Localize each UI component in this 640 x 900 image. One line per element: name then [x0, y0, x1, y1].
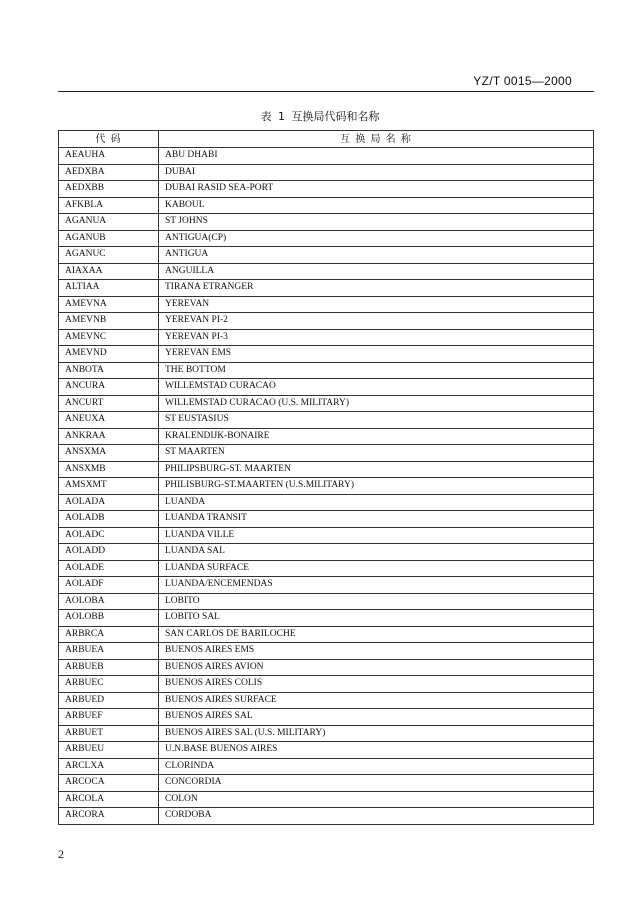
table-row: [59, 659, 594, 676]
exchange-name-cell: THE BOTTOM: [159, 362, 594, 379]
exchange-name-cell: BUENOS AIRES SAL: [159, 709, 594, 726]
table-row: [59, 791, 594, 808]
exchange-name-cell: COLON: [159, 791, 594, 808]
exchange-name-cell: U.N.BASE BUENOS AIRES: [159, 742, 594, 759]
table-row: [59, 626, 594, 643]
table-row: [59, 329, 594, 346]
exchange-name-cell: YEREVAN EMS: [159, 346, 594, 363]
exchange-code-cell: ARCLXA: [59, 758, 159, 775]
exchange-code-cell: ARBUET: [59, 725, 159, 742]
exchange-code-cell: AOLADA: [59, 494, 159, 511]
exchange-code-cell: ALTIAA: [59, 280, 159, 297]
table-row: [59, 230, 594, 247]
exchange-name-cell: PHILISBURG-ST.MAARTEN (U.S.MILITARY): [159, 478, 594, 495]
table-row: [59, 478, 594, 495]
exchange-name-cell: LUANDA: [159, 494, 594, 511]
exchange-name-cell: ABU DHABI: [159, 148, 594, 165]
exchange-code-cell: AIAXAA: [59, 263, 159, 280]
exchange-code-cell: ANEUXA: [59, 412, 159, 429]
exchange-name-cell: ST MAARTEN: [159, 445, 594, 462]
exchange-code-cell: ARBUEF: [59, 709, 159, 726]
exchange-name-cell: CORDOBA: [159, 808, 594, 825]
table-caption: 表 1 互换局代码和名称: [260, 110, 380, 123]
table-row: [59, 445, 594, 462]
table-row: [59, 181, 594, 198]
exchange-code-cell: ANCURT: [59, 395, 159, 412]
exchange-name-cell: DUBAI RASID SEA-PORT: [159, 181, 594, 198]
exchange-name-cell: LOBITO SAL: [159, 610, 594, 627]
table-row: [59, 709, 594, 726]
header-rule: [58, 91, 594, 92]
exchange-code-cell: AOLADB: [59, 511, 159, 528]
table-row: [59, 148, 594, 165]
table-row: [59, 808, 594, 825]
exchange-code-cell: AMEVNA: [59, 296, 159, 313]
exchange-code-cell: ARCOCA: [59, 775, 159, 792]
table-row: [59, 692, 594, 709]
exchange-code-cell: AEDXBB: [59, 181, 159, 198]
table-row: [59, 362, 594, 379]
exchange-code-cell: AGANUC: [59, 247, 159, 264]
table-row: [59, 577, 594, 594]
exchange-code-cell: ARBUEC: [59, 676, 159, 693]
table-row: [59, 296, 594, 313]
exchange-name-cell: ANTIGUA(CP): [159, 230, 594, 247]
exchange-code-cell: ANBOTA: [59, 362, 159, 379]
exchange-code-cell: ANSXMA: [59, 445, 159, 462]
exchange-code-cell: ANCURA: [59, 379, 159, 396]
exchange-code-cell: AOLADE: [59, 560, 159, 577]
exchange-code-cell: ANSXMB: [59, 461, 159, 478]
exchange-code-cell: ARCORA: [59, 808, 159, 825]
table-row: [59, 395, 594, 412]
table-body: [59, 148, 594, 825]
exchange-name-cell: WILLEMSTAD CURACAO: [159, 379, 594, 396]
exchange-name-cell: ANGUILLA: [159, 263, 594, 280]
table-row: [59, 610, 594, 627]
exchange-office-table: [58, 130, 594, 825]
table-row: [59, 346, 594, 363]
exchange-code-cell: AMEVNB: [59, 313, 159, 330]
table-row: [59, 593, 594, 610]
exchange-code-cell: AOLADC: [59, 527, 159, 544]
column-header-name: 互 换 局 名 称: [159, 131, 594, 148]
exchange-name-cell: TIRANA ETRANGER: [159, 280, 594, 297]
exchange-code-cell: AMEVNC: [59, 329, 159, 346]
exchange-code-cell: ARBUED: [59, 692, 159, 709]
exchange-code-cell: AEAUHA: [59, 148, 159, 165]
exchange-code-cell: AFKBLA: [59, 197, 159, 214]
exchange-code-cell: ARBRCA: [59, 626, 159, 643]
table-row: [59, 560, 594, 577]
exchange-code-cell: AOLADD: [59, 544, 159, 561]
table-row: [59, 742, 594, 759]
exchange-name-cell: BUENOS AIRES AVION: [159, 659, 594, 676]
exchange-code-cell: ARBUEA: [59, 643, 159, 660]
exchange-name-cell: ANTIGUA: [159, 247, 594, 264]
exchange-name-cell: LUANDA SAL: [159, 544, 594, 561]
exchange-name-cell: CONCORDIA: [159, 775, 594, 792]
exchange-code-cell: AMEVND: [59, 346, 159, 363]
table-row: [59, 676, 594, 693]
exchange-code-cell: AGANUA: [59, 214, 159, 231]
page-number: 2: [58, 847, 64, 861]
exchange-name-cell: KRALENDIJK-BONAIRE: [159, 428, 594, 445]
exchange-code-cell: ANKRAA: [59, 428, 159, 445]
table-row: [59, 280, 594, 297]
table-row: [59, 313, 594, 330]
exchange-code-cell: ARCOLA: [59, 791, 159, 808]
document-standard-code: YZ/T 0015—2000: [473, 74, 572, 88]
table-row: [59, 197, 594, 214]
exchange-name-cell: LOBITO: [159, 593, 594, 610]
exchange-code-cell: AGANUB: [59, 230, 159, 247]
table-header-row: [59, 131, 594, 148]
table-row: [59, 214, 594, 231]
exchange-name-cell: BUENOS AIRES SAL (U.S. MILITARY): [159, 725, 594, 742]
exchange-name-cell: KABOUL: [159, 197, 594, 214]
table-row: [59, 263, 594, 280]
exchange-name-cell: SAN CARLOS DE BARILOCHE: [159, 626, 594, 643]
exchange-name-cell: CLORINDA: [159, 758, 594, 775]
exchange-code-cell: AOLOBA: [59, 593, 159, 610]
exchange-name-cell: ST JOHNS: [159, 214, 594, 231]
table-row: [59, 412, 594, 429]
table-row: [59, 461, 594, 478]
table-row: [59, 511, 594, 528]
exchange-name-cell: LUANDA SURFACE: [159, 560, 594, 577]
exchange-name-cell: PHILIPSBURG-ST. MAARTEN: [159, 461, 594, 478]
exchange-name-cell: BUENOS AIRES COLIS: [159, 676, 594, 693]
exchange-code-cell: AMSXMT: [59, 478, 159, 495]
table-row: [59, 494, 594, 511]
exchange-code-cell: ARBUEB: [59, 659, 159, 676]
table-row: [59, 758, 594, 775]
table-row: [59, 164, 594, 181]
table-row: [59, 428, 594, 445]
table-row: [59, 643, 594, 660]
exchange-code-cell: ARBUEU: [59, 742, 159, 759]
column-header-code: 代 码: [59, 131, 159, 148]
exchange-name-cell: LUANDA/ENCEMENDAS: [159, 577, 594, 594]
table-row: [59, 725, 594, 742]
exchange-name-cell: LUANDA VILLE: [159, 527, 594, 544]
table-row: [59, 247, 594, 264]
exchange-code-cell: AOLADF: [59, 577, 159, 594]
exchange-name-cell: YEREVAN PI-2: [159, 313, 594, 330]
exchange-name-cell: LUANDA TRANSIT: [159, 511, 594, 528]
table-row: [59, 544, 594, 561]
exchange-name-cell: YEREVAN: [159, 296, 594, 313]
table-row: [59, 379, 594, 396]
exchange-name-cell: BUENOS AIRES SURFACE: [159, 692, 594, 709]
exchange-name-cell: DUBAI: [159, 164, 594, 181]
exchange-name-cell: BUENOS AIRES EMS: [159, 643, 594, 660]
exchange-name-cell: ST EUSTASIUS: [159, 412, 594, 429]
exchange-name-cell: WILLEMSTAD CURACAO (U.S. MILITARY): [159, 395, 594, 412]
exchange-name-cell: YEREVAN PI-3: [159, 329, 594, 346]
table-row: [59, 527, 594, 544]
exchange-code-cell: AOLOBB: [59, 610, 159, 627]
table-row: [59, 775, 594, 792]
exchange-code-cell: AEDXBA: [59, 164, 159, 181]
